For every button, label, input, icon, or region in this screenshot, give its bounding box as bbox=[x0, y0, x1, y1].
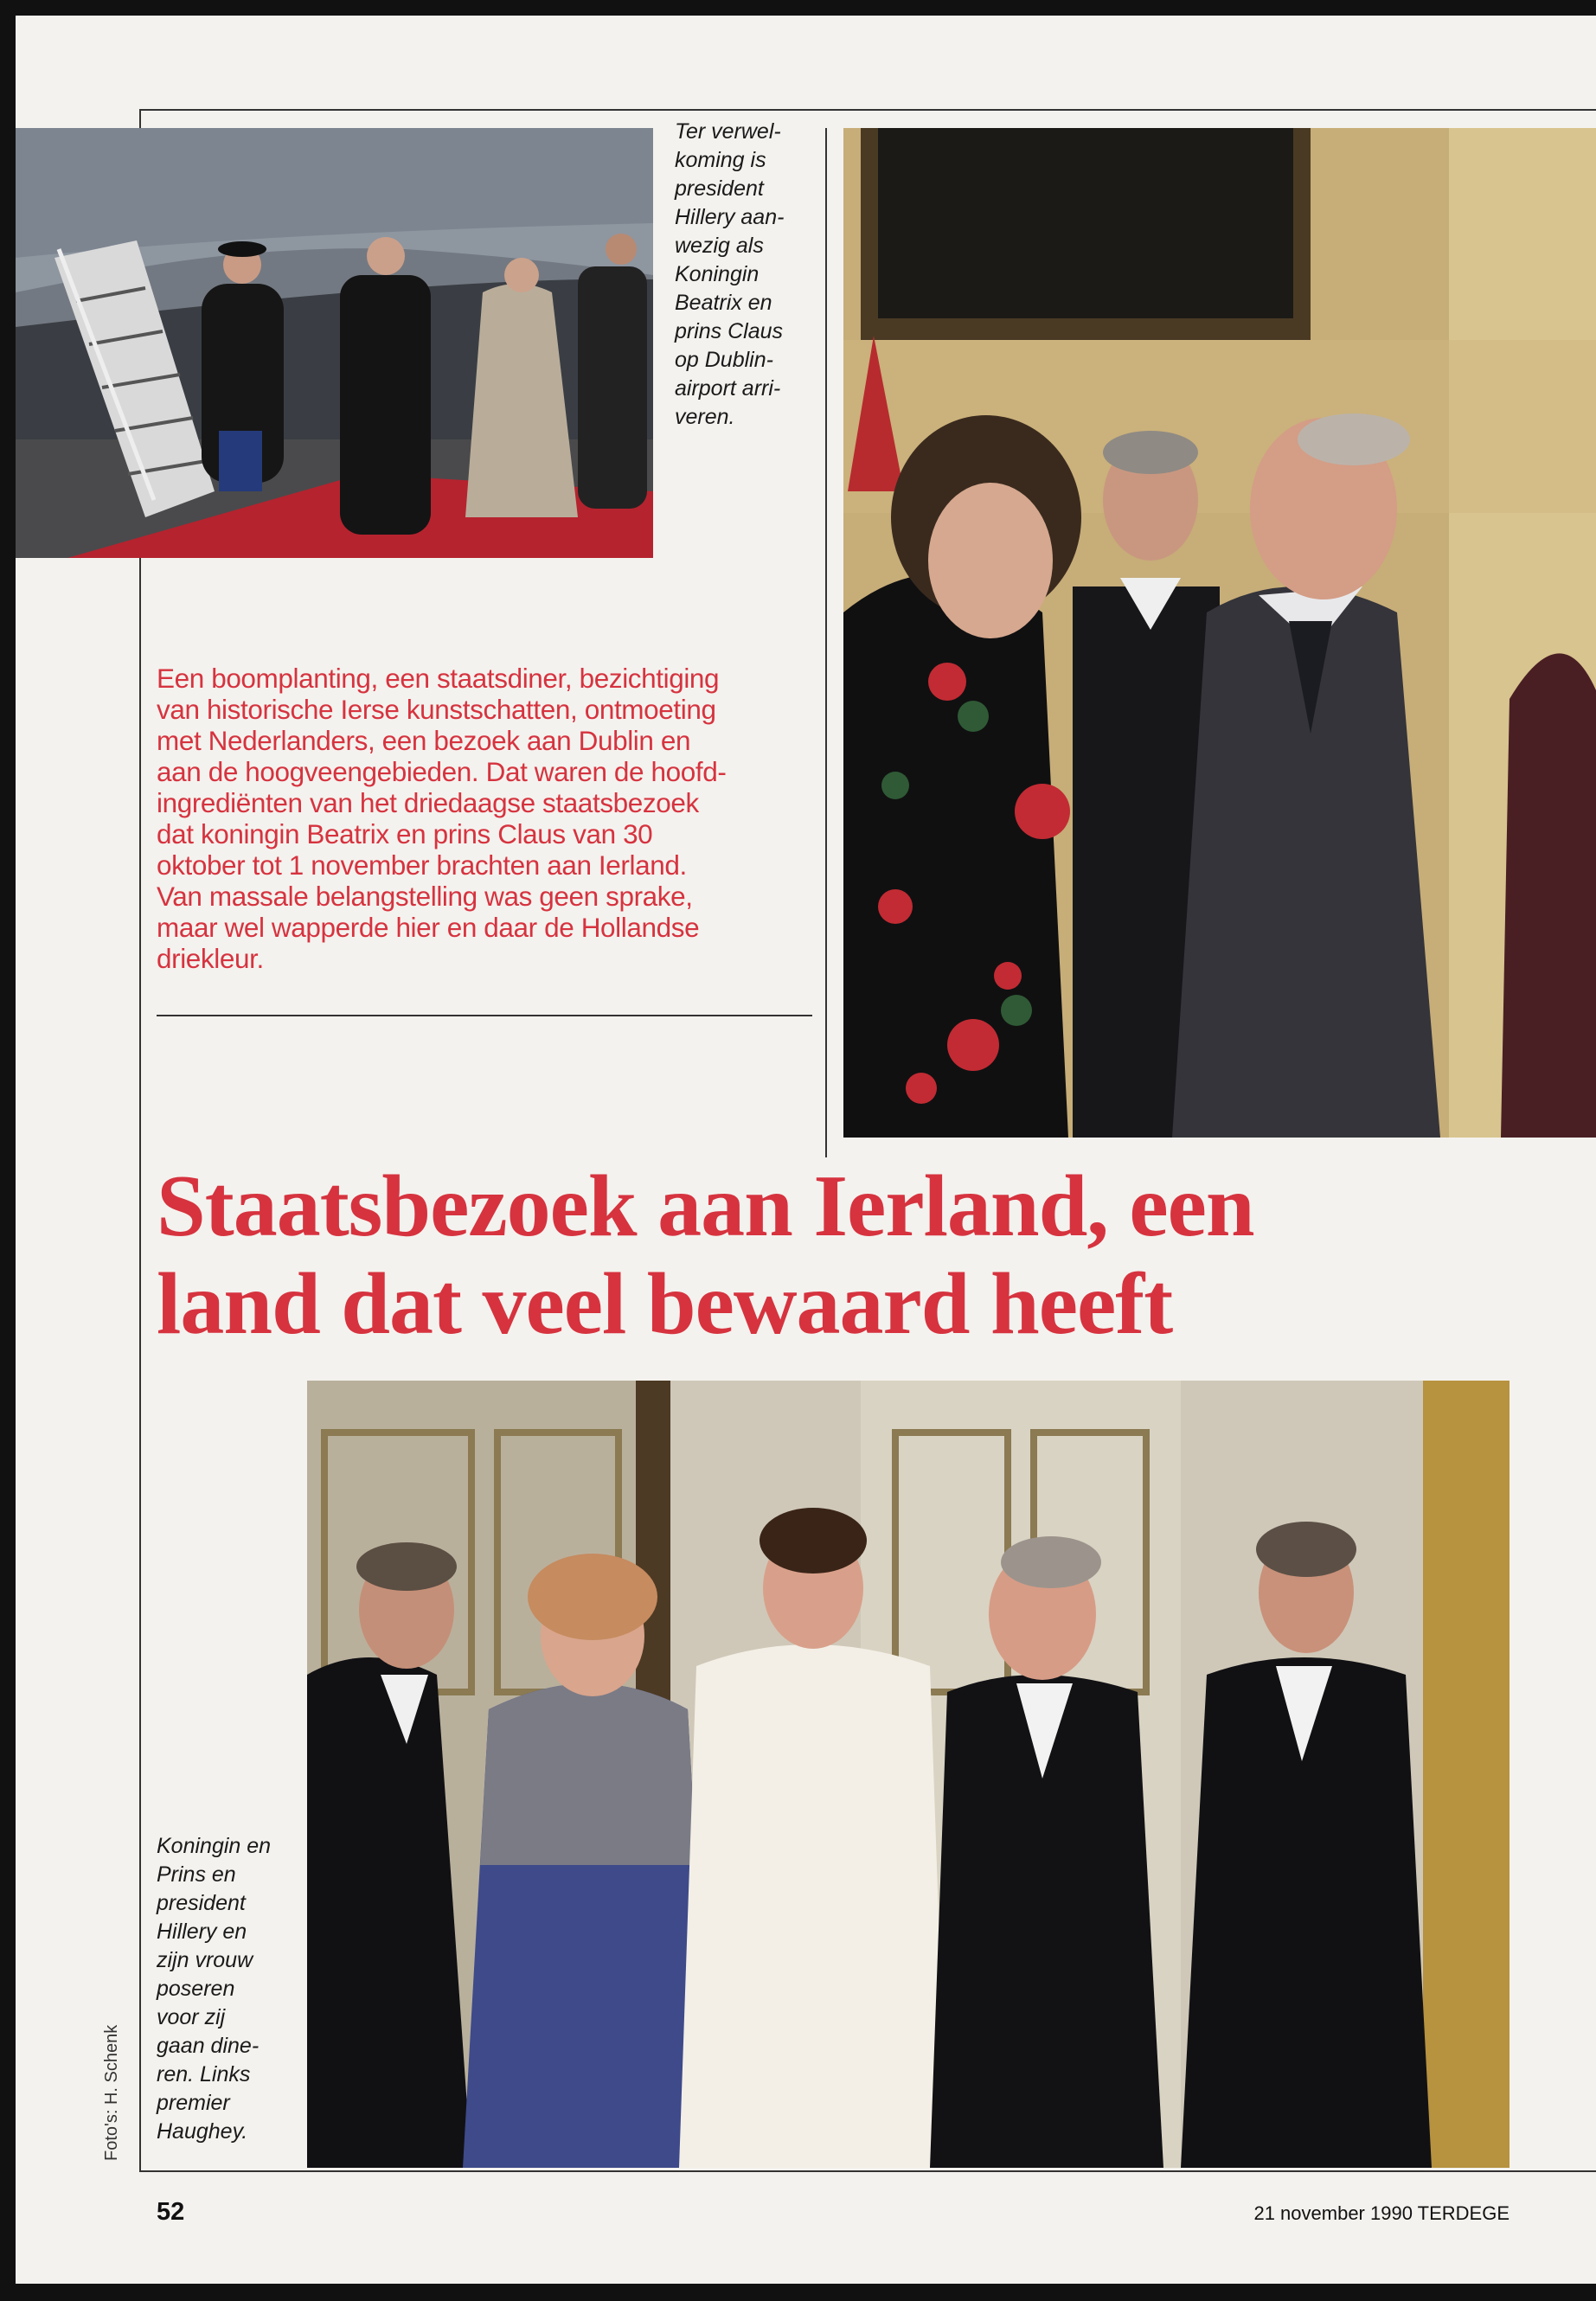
caption-line: Beatrix en bbox=[675, 291, 772, 315]
intro-line: maar wel wapperde hier en daar de Hollandse bbox=[157, 912, 700, 943]
caption-line: president bbox=[157, 1891, 246, 1915]
headline-line: land dat veel bewaard heeft bbox=[157, 1255, 1173, 1353]
caption-line: Hillery en bbox=[157, 1920, 247, 1944]
intro-paragraph bbox=[157, 663, 831, 974]
caption-line: Koningin bbox=[675, 262, 760, 286]
headline-line: Staatsbezoek aan Ierland, een bbox=[157, 1157, 1254, 1255]
intro-line: Een boomplanting, een staatsdiner, bezichtiging bbox=[157, 663, 720, 694]
intro-line: van historische Ierse kunstschatten, ontmoeting bbox=[157, 694, 716, 725]
caption-line: koming is bbox=[675, 148, 766, 172]
airport-arrival-photo bbox=[16, 128, 653, 558]
caption-line: Hillery aan- bbox=[675, 205, 785, 229]
intro-bottom-rule bbox=[157, 1015, 812, 1016]
caption-line: poseren bbox=[157, 1977, 235, 2001]
photo-credit: Foto's: H. Schenk bbox=[102, 2024, 121, 2161]
caption-line: gaan dine- bbox=[157, 2034, 260, 2058]
group-photo-caption bbox=[157, 1832, 271, 2146]
caption-line: zijn vrouw bbox=[157, 1948, 253, 1972]
caption-line: ren. Links bbox=[157, 2062, 251, 2086]
caption-line: veren. bbox=[675, 405, 735, 429]
intro-line: dat koningin Beatrix en prins Claus van 30 bbox=[157, 818, 653, 849]
intro-line: Van massale belangstelling was geen sprake, bbox=[157, 881, 693, 912]
arrival-photo-caption bbox=[675, 118, 784, 432]
caption-line: Prins en bbox=[157, 1862, 236, 1887]
intro-line: ingrediënten van het driedaagse staatsbezoek bbox=[157, 787, 699, 818]
issue-footer: 21 november 1990 TERDEGE bbox=[1253, 2202, 1509, 2224]
caption-line: voor zij bbox=[157, 2005, 226, 2029]
bottom-rule bbox=[139, 2170, 1596, 2172]
caption-line: Ter verwel- bbox=[675, 119, 781, 144]
caption-line: Koningin en bbox=[157, 1834, 272, 1858]
caption-line: prins Claus bbox=[675, 319, 784, 343]
caption-line: op Dublin- bbox=[675, 348, 773, 372]
intro-line: met Nederlanders, een bezoek aan Dublin en bbox=[157, 725, 691, 756]
caption-line: Haughey. bbox=[157, 2119, 248, 2144]
top-rule bbox=[139, 109, 1596, 111]
intro-line: aan de hoogveengebieden. Dat waren de hoofd- bbox=[157, 756, 727, 787]
center-column-rule bbox=[825, 128, 827, 1157]
caption-line: airport arri- bbox=[675, 376, 781, 401]
reception-photo bbox=[843, 128, 1596, 1138]
caption-line: premier bbox=[157, 2091, 230, 2115]
caption-line: president bbox=[675, 176, 764, 201]
group-dinner-photo bbox=[307, 1381, 1509, 2168]
caption-line: wezig als bbox=[675, 234, 764, 258]
article-headline bbox=[157, 1157, 1254, 1353]
magazine-page bbox=[16, 16, 1596, 2284]
page-number: 52 bbox=[157, 2198, 185, 2226]
intro-line: driekleur. bbox=[157, 943, 264, 974]
intro-line: oktober tot 1 november brachten aan Ierland. bbox=[157, 849, 687, 881]
